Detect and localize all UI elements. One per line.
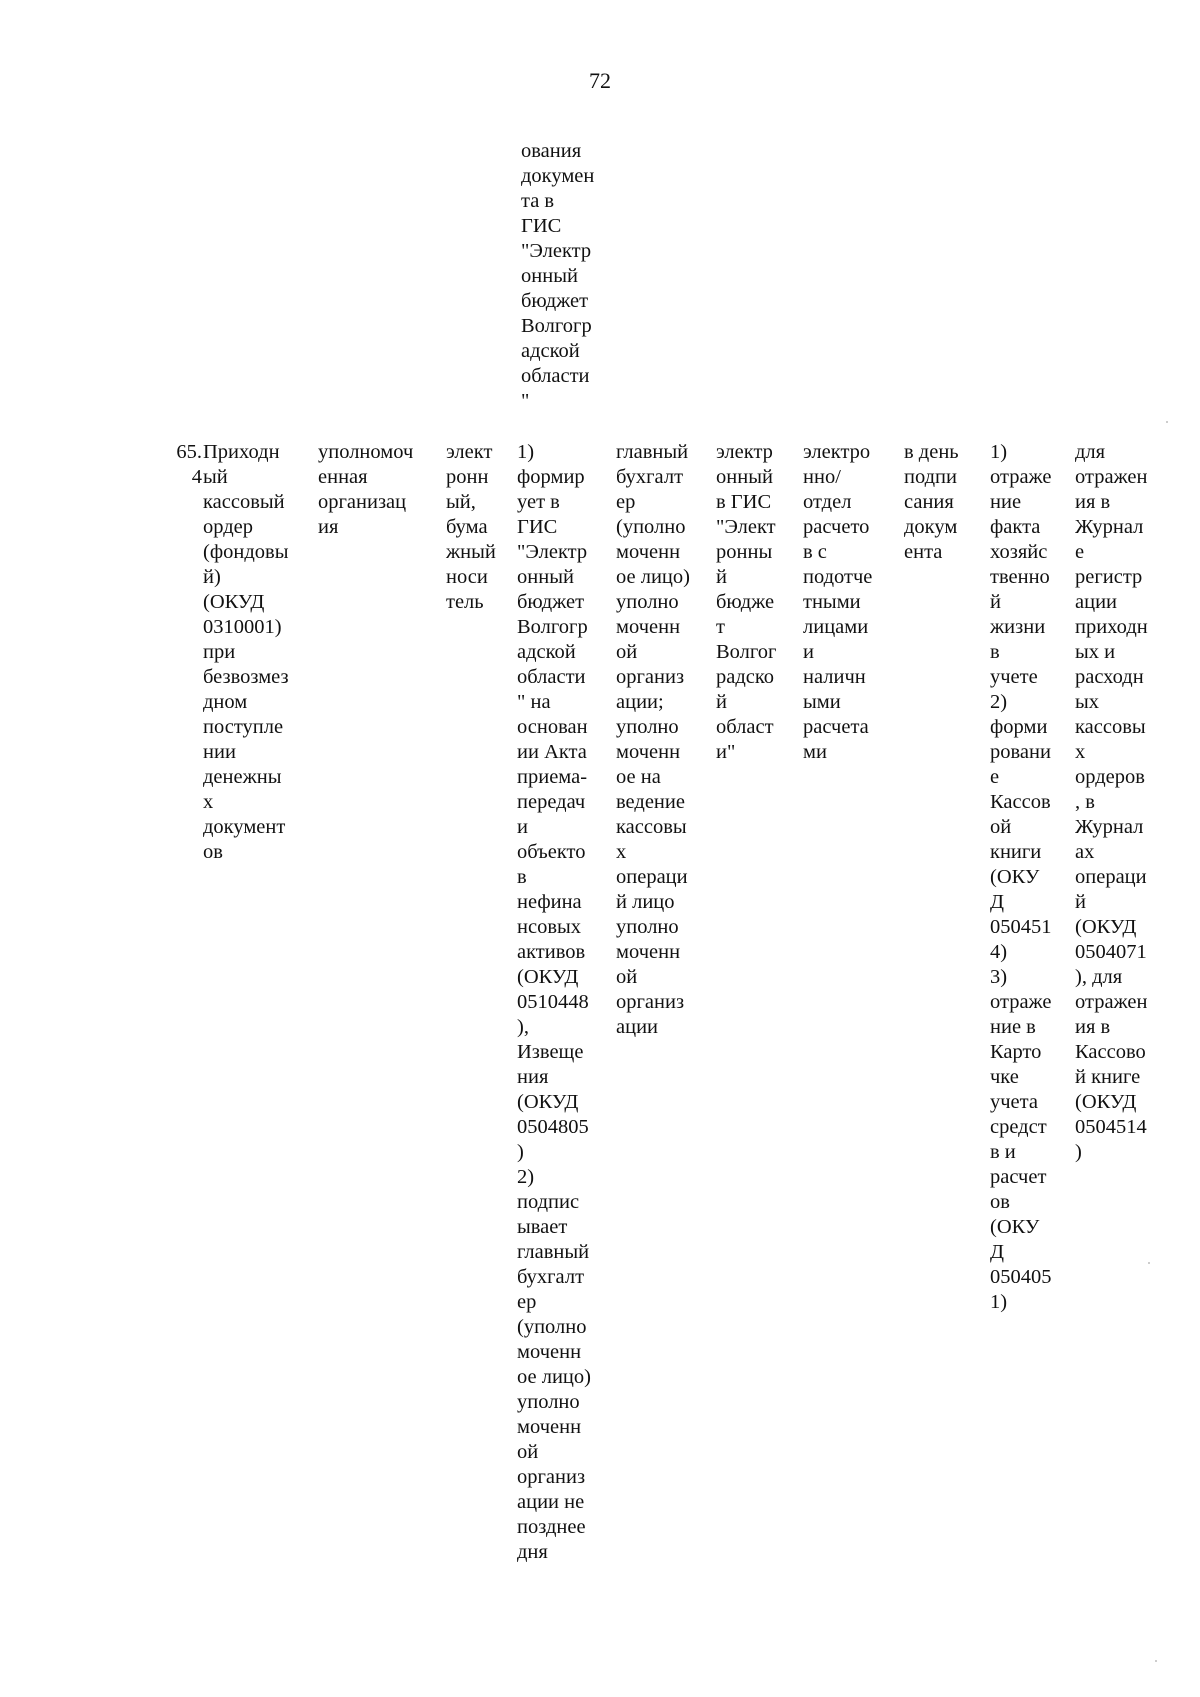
continuation-cell: ования докумен та в ГИС "Электр онный бюджет Волгогр адской области "	[521, 140, 595, 412]
form-cell: элект ронн ый, бума жный носи тель	[446, 441, 496, 613]
procedure-cell: 1) формир ует в ГИС "Электр онный бюджет Волгогр адской области " на основан ии Акта приема- передач и объекто в нефина нсовых активов (ОКУД 0510448 ), Извеще ния (ОКУД 0504805 ) 2) подпис ывает главный бухгалт ер (уполно моченн ое лицо) уполно моченн ой организ ации не позднее дня	[517, 441, 591, 1563]
scan-speck	[1148, 1262, 1150, 1264]
page-number: 72	[589, 68, 611, 93]
responsible-cell: уполномоч енная организац ия	[318, 441, 414, 538]
registration-cell: для отражен ия в Журнал е регистр ации приходн ых и расходн ых кассовы х ордеров , в Журнал ах операци й (ОКУД 0504071 ), для отражен ия в Кассово й книге (ОКУД 0504514 )	[1075, 441, 1148, 1163]
purpose-cell: 1) отраже ние факта хозяйс твенно й жизни в учете 2) форми ровани е Кассов ой книги (ОКУ Д 050451 4) 3) отраже ние в Карто чке учета средст в и расчет ов (ОКУ Д 050405 1)	[990, 441, 1052, 1313]
document-name-cell: Приходн ый кассовый ордер (фондовы й) (ОКУД 0310001) при безвозмез дном поступле нии денежны х документ ов	[203, 441, 289, 863]
scan-speck	[1166, 421, 1168, 423]
scan-speck	[1155, 1660, 1157, 1662]
storage-cell: электр онный в ГИС "Элект ронны й бюдже т Волгог радско й област и"	[716, 441, 777, 763]
row-number: 65. 4	[176, 441, 202, 488]
signatory-cell: главный бухгалт ер (уполно моченн ое лицо) уполно моченн ой организ ации; уполно моченн ое на ведение кассовы х операци й лицо уполно моченн ой организ ации	[616, 441, 690, 1038]
deadline-cell: в день подпи сания докум ента	[904, 441, 959, 563]
recipient-cell: электро нно/ отдел расчето в с подотче тными лицами и наличн ыми расчета ми	[803, 441, 873, 763]
